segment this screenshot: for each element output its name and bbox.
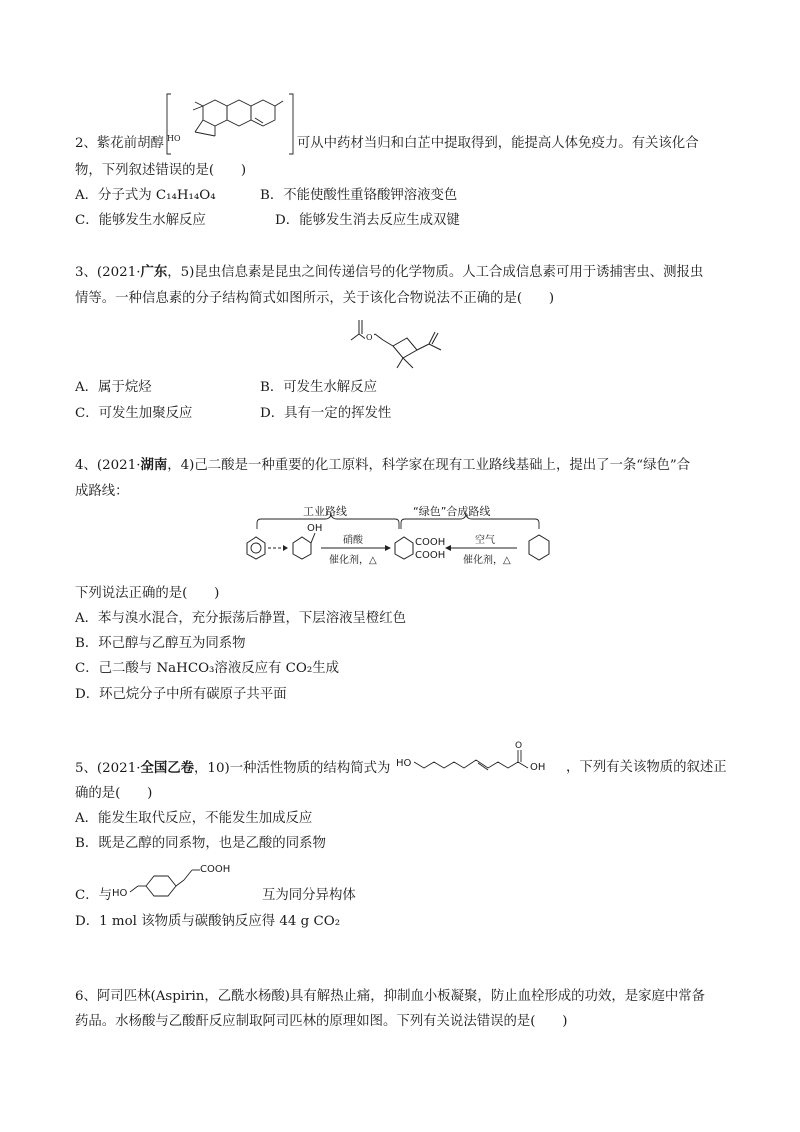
q4-option-c[interactable]: C．己二酸与 NaHCO₃溶液反应有 CO₂生成 [75, 661, 340, 676]
q4-green-route-label: “绿色”合成路线 [413, 505, 491, 518]
q5-stem-line1 [75, 759, 390, 778]
q5-option-c-prefix[interactable]: C．与 [75, 888, 113, 903]
q5-option-c-ho: HO [112, 888, 128, 899]
q4-industrial-route-label: 工业路线 [303, 505, 347, 518]
q4-catalyst-label-left: 催化剂，△ [329, 555, 377, 566]
q2-option-d[interactable]: D．能够发生消去反应生成双键 [275, 213, 460, 228]
q5-option-d[interactable]: D．1 mol 该物质与碳酸钠反应得 44 g CO₂ [75, 914, 341, 929]
q3-option-a[interactable]: A．属于烷烃 [75, 380, 152, 395]
q4-catalyst-label-right: 催化剂，△ [463, 555, 511, 566]
q5-source-prefix: 5、(2021· [75, 761, 141, 776]
q5-structure-image [396, 738, 556, 774]
q4-air-label: 空气 [475, 535, 495, 546]
q3-option-b[interactable]: B．可发生水解反应 [260, 380, 377, 395]
q5-option-c-suffix: 互为同分异构体 [262, 888, 356, 903]
q5-option-c-structure [112, 856, 242, 902]
q2-ho-label: HO [167, 134, 181, 143]
q2-stem-text: 可从中药材当归和白芷中提取得到，能提高人体免疫力。有关该化合 [296, 136, 699, 151]
q3-stem-text: ，5)昆虫信息素是昆虫之间传递信号的化学物质。人工合成信息素可用于诱捕害虫、测报虫 [167, 265, 704, 280]
q2-compound-name: 紫花前胡醇 [96, 136, 164, 151]
q2-stem-line2: 物，下列叙述错误的是( ) [75, 163, 247, 178]
q2-number: 2、 [75, 136, 97, 151]
q5-ho-label: HO [396, 758, 412, 769]
q3-ester-oxygen: O [365, 329, 374, 347]
q4-source-region: 湖南 [140, 457, 168, 473]
q2-option-b[interactable]: B．不能使酸性重铬酸钾溶液变色 [260, 188, 458, 203]
q4-option-a[interactable]: A．苯与溴水混合，充分振荡后静置，下层溶液呈橙红色 [75, 611, 407, 626]
q3-option-d[interactable]: D．具有一定的挥发性 [260, 406, 392, 421]
q2-stem-line1 [75, 135, 699, 153]
q4-option-d[interactable]: D．环己烷分子中所有碳原子共平面 [75, 687, 287, 702]
q3-source-region: 广东 [140, 264, 168, 280]
q4-source-prefix: 4、(2021· [75, 458, 141, 473]
q4-oh-label: OH [307, 523, 323, 534]
q4-stem-line2: 成路线： [75, 484, 129, 499]
q2-option-a[interactable]: A．分子式为 C₁₄H₁₄O₄ [75, 188, 216, 203]
q3-stem-line1 [75, 263, 703, 282]
q5-option-c-cooh: COOH [200, 864, 231, 875]
q5-stem-tail: ，下列有关该物质的叙述正 [566, 760, 727, 775]
q4-stem-line1 [75, 456, 690, 475]
q4-cooh-top: COOH [415, 537, 446, 548]
q5-option-b[interactable]: B．既是乙醇的同系物，也是乙酸的同系物 [75, 836, 326, 851]
q5-oh-label: OH [530, 762, 546, 773]
q6-stem-line1: 6、阿司匹林(Aspirin，乙酰水杨酸)具有解热止痛，抑制血小板凝聚，防止血栓形成的功效，是家庭中常备 [75, 989, 706, 1004]
q3-source-prefix: 3、(2021· [75, 265, 141, 280]
q4-cooh-bottom: COOH [415, 550, 446, 561]
q5-source-region: 全国乙卷 [140, 760, 195, 776]
q3-structure-image [345, 312, 450, 372]
q4-synthesis-diagram [245, 503, 565, 571]
q3-option-c[interactable]: C．可发生加聚反应 [75, 406, 193, 421]
q2-option-c[interactable]: C．能够发生水解反应 [75, 213, 206, 228]
q6-stem-line2: 药品。水杨酸与乙酸酐反应制取阿司匹林的原理如图。下列有关说法错误的是( ) [75, 1014, 568, 1029]
q5-o-label: O [515, 741, 523, 751]
q4-question: 下列说法正确的是( ) [75, 586, 220, 601]
q5-stem-line2: 确的是( ) [75, 786, 153, 801]
q5-stem-text: ，10)一种活性物质的结构简式为 [194, 761, 391, 776]
q4-stem-text: ，4)己二酸是一种重要的化工原料，科学家在现有工业路线基础上，提出了一条“绿色”合 [167, 458, 691, 473]
q5-option-a[interactable]: A．能发生取代反应，不能发生加成反应 [75, 811, 313, 826]
q4-option-b[interactable]: B．环己醇与乙醇互为同系物 [75, 636, 246, 651]
q4-nitric-acid-label: 硝酸 [343, 535, 363, 546]
q3-stem-line2: 情等。一种信息素的分子结构简式如图所示，关于该化合物说法不正确的是( ) [75, 291, 555, 306]
